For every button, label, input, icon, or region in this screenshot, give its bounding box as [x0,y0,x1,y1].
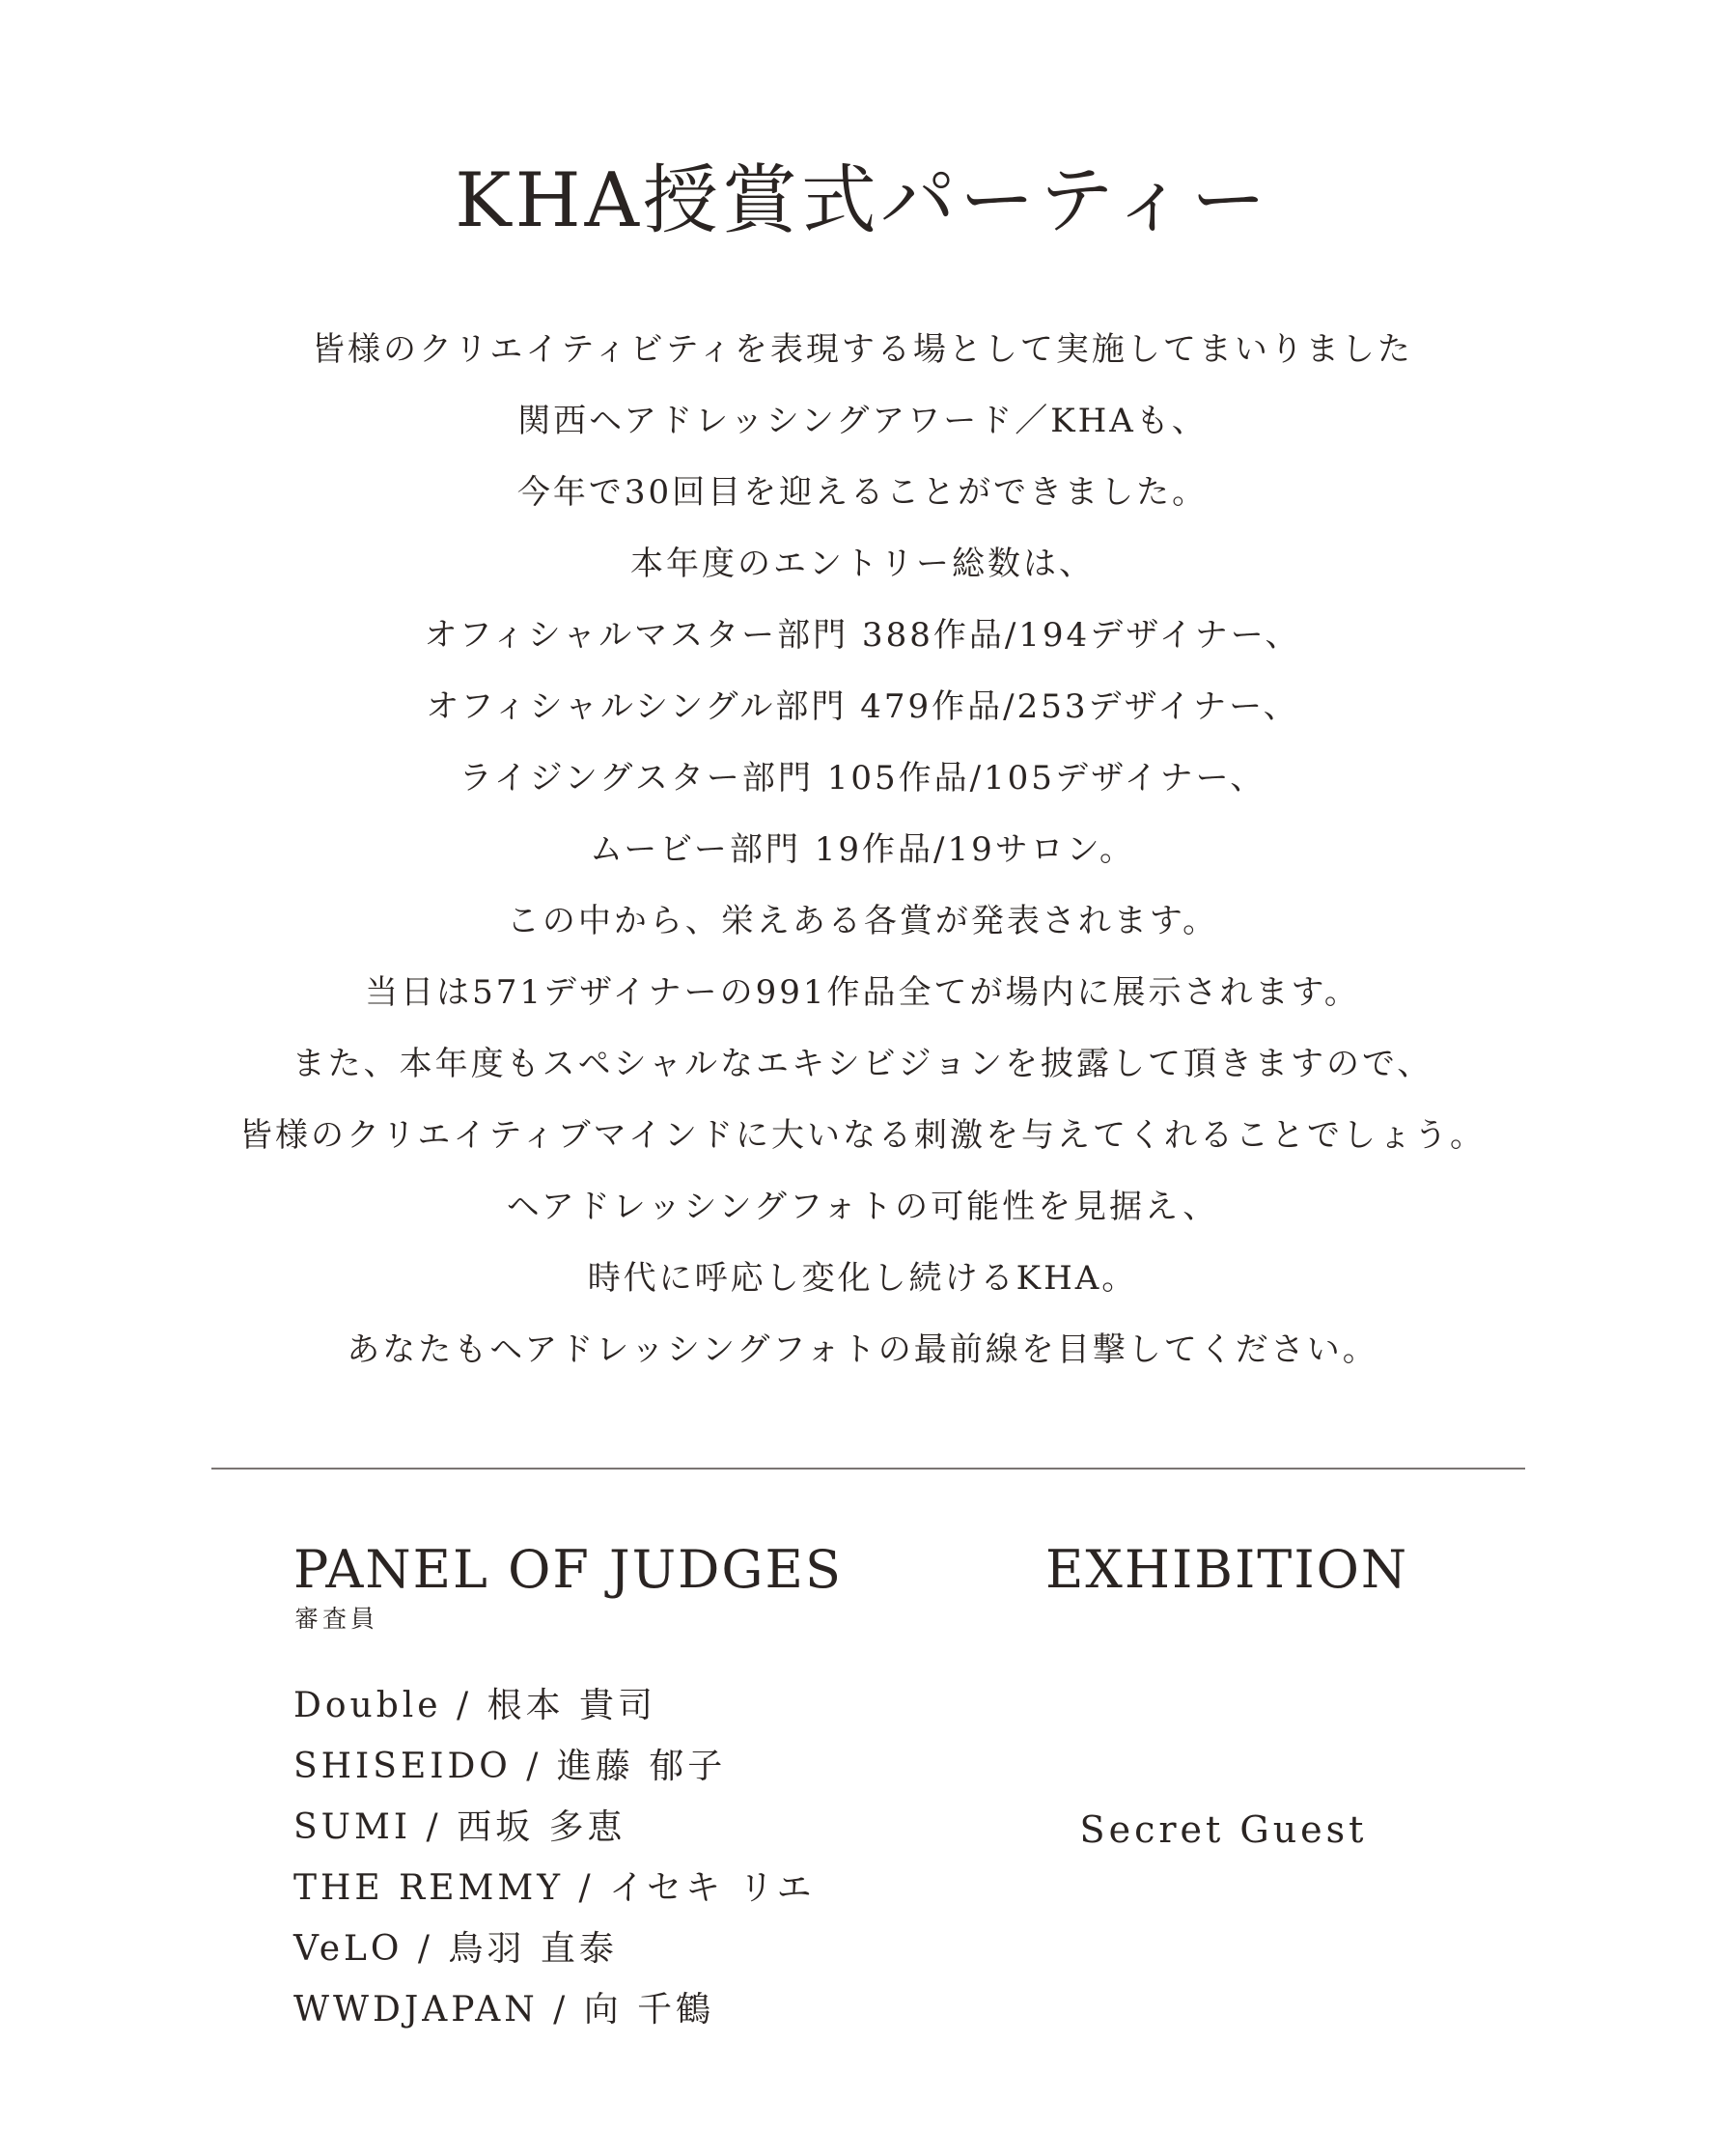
judge-item: VeLO / 鳥羽 直泰 [293,1929,618,1969]
intro-line: また、本年度もスペシャルなエキシビジョンを披露して頂きますので、 [292,1045,1433,1083]
section-divider [211,1468,1525,1470]
judge-item: WWDJAPAN / 向 千鶴 [293,1990,715,2030]
exhibition-guest: Secret Guest [1079,1808,1368,1851]
intro-line: 当日は571デザイナーの991作品全てが場内に展示されます。 [365,973,1360,1012]
intro-line: ヘアドレッシングフォトの可能性を見据え、 [506,1188,1219,1226]
intro-line: 皆様のクリエイティビティを表現する場として実施してまいりました [312,330,1413,369]
judge-item: SUMI / 西坂 多恵 [293,1807,626,1847]
intro-line: 本年度のエントリー総数は、 [630,545,1095,583]
intro-line: あなたもヘアドレッシングフォトの最前線を目撃してください。 [347,1330,1378,1369]
exhibition-heading: EXHIBITION [1045,1539,1409,1600]
intro-line: オフィシャルシングル部門 479作品/253デザイナー、 [426,687,1299,726]
judges-heading: PANEL OF JUDGES [293,1539,843,1600]
judge-item: Double / 根本 貴司 [293,1686,657,1725]
intro-line: 関西ヘアドレッシングアワード／KHAも、 [517,402,1208,440]
intro-text [0,314,1725,1386]
intro-line: ムービー部門 19作品/19サロン。 [589,830,1135,869]
intro-line: この中から、栄えある各賞が発表されます。 [506,902,1219,940]
judge-item: THE REMMY / イセキ リエ [293,1868,816,1908]
judges-subheading: 審査員 [294,1605,379,1633]
intro-line: オフィシャルマスター部門 388作品/194デザイナー、 [424,616,1301,655]
intro-line: 皆様のクリエイティブマインドに大いなる刺激を与えてくれることでしょう。 [239,1116,1486,1155]
judge-item: SHISEIDO / 進藤 郁子 [293,1747,727,1786]
intro-line: ライジングスター部門 105作品/105デザイナー、 [459,759,1266,798]
intro-line: 時代に呼応し変化し続けるKHA。 [587,1259,1138,1298]
page-title: KHA授賞式パーティー [455,157,1270,244]
intro-line: 今年で30回目を迎えることができました。 [516,473,1209,512]
judges-list [293,1675,816,2040]
